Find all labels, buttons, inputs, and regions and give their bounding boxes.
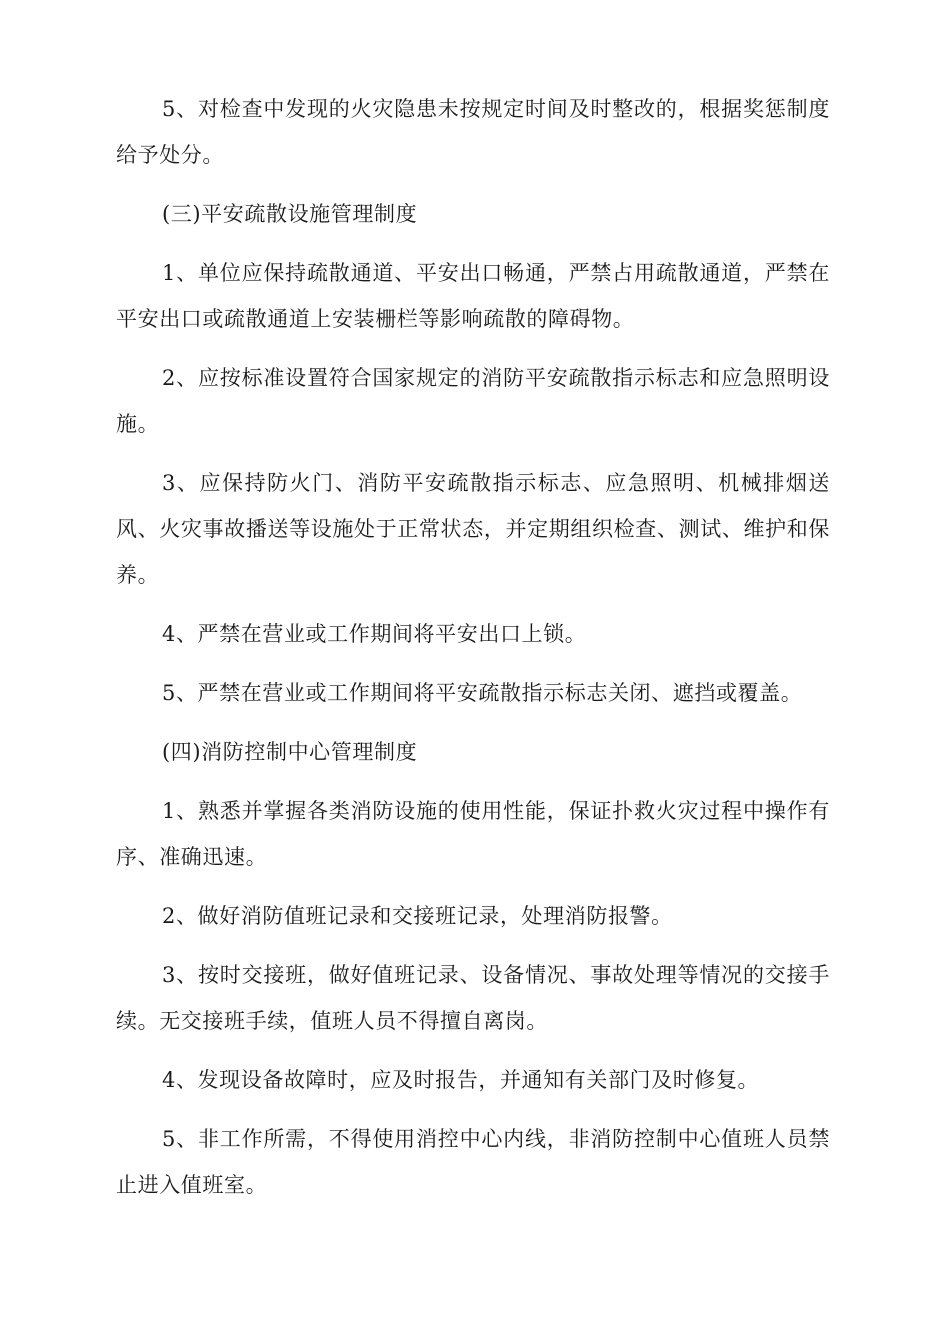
paragraph-evacuation-3: 3、应保持防火门、消防平安疏散指示标志、应急照明、机械排烟送风、火灾事故播送等设施处于正常状态，并定期组织检查、测试、维护和保养。 <box>116 471 830 587</box>
paragraph-control-center-5: 5、非工作所需，不得使用消控中心内线，非消防控制中心值班人员禁止进入值班室。 <box>116 1127 830 1197</box>
section-heading-control-center: (四)消防控制中心管理制度 <box>162 740 418 764</box>
paragraph-evacuation-2: 2、应按标准设置符合国家规定的消防平安疏散指示标志和应急照明设施。 <box>116 366 830 436</box>
paragraph-control-center-3: 3、按时交接班，做好值班记录、设备情况、事故处理等情况的交接手续。无交接班手续，值班人员不得擅自离岗。 <box>116 963 830 1033</box>
paragraph-control-center-4: 4、发现设备故障时，应及时报告，并通知有关部门及时修复。 <box>162 1068 760 1092</box>
section-heading-evacuation: (三)平安疏散设施管理制度 <box>162 202 418 226</box>
paragraph-control-center-2: 2、做好消防值班记录和交接班记录，处理消防报警。 <box>162 904 673 928</box>
paragraph-control-center-1: 1、熟悉并掌握各类消防设施的使用性能，保证扑救火灾过程中操作有序、准确迅速。 <box>116 799 830 869</box>
document-body <box>116 86 830 1221</box>
paragraph-evacuation-5: 5、严禁在营业或工作期间将平安疏散指示标志关闭、遮挡或覆盖。 <box>162 681 803 705</box>
paragraph-rectification-penalty: 5、对检查中发现的火灾隐患未按规定时间及时整改的，根据奖惩制度给予处分。 <box>116 97 830 167</box>
paragraph-evacuation-1: 1、单位应保持疏散通道、平安出口畅通，严禁占用疏散通道，严禁在平安出口或疏散通道上安装栅栏等影响疏散的障碍物。 <box>116 261 830 331</box>
paragraph-evacuation-4: 4、严禁在营业或工作期间将平安出口上锁。 <box>162 622 587 646</box>
